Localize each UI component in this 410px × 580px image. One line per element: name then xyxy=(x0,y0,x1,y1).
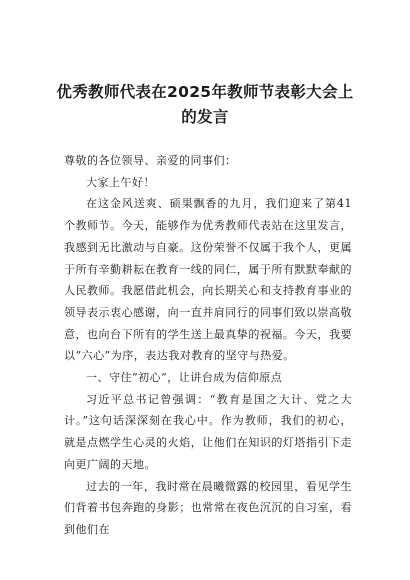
document-body xyxy=(64,150,352,541)
body-paragraph: 在这金风送爽、硕果飘香的九月，我们迎来了第41个教师节。今天，能够作为优秀教师代表站在这里发言，我感到无比激动与自豪。这份荣誉不仅属于我个人，更属于所有辛勤耕耘在教育一线的同仁，属于所有默默奉献的人民教师。我愿借此机会，向长期关心和支持教育事业的领导表示衷心感谢，向一直并肩同行的同事们致以崇高敬意，也向台下所有的学生送上最真挚的祝福。今天，我要以“六心”为序，表达我对教育的坚守与热爱。 xyxy=(64,197,352,363)
salutation: 尊敬的各位领导、亲爱的同事们： xyxy=(64,154,237,167)
document-title: 优秀教师代表在2025年教师节表彰大会上的发言 xyxy=(56,83,354,126)
greeting: 大家上午好！ xyxy=(86,175,155,189)
section-heading: 一、守住“初心”，让讲台成为信仰原点 xyxy=(86,371,283,385)
body-paragraph: 过去的一年，我时常在晨曦微露的校园里，看见学生们背着书包奔跑的身影；也常常在夜色沉沉的自习室，看到他们在 xyxy=(64,479,352,536)
body-paragraph: 习近平总书记曾强调：“教育是国之大计、党之大计。”这句话深深刻在我心中。作为教师，我们的初心，就是点燃学生心灵的火焰，让他们在知识的灯塔指引下走向更广阔的天地。 xyxy=(64,392,352,471)
